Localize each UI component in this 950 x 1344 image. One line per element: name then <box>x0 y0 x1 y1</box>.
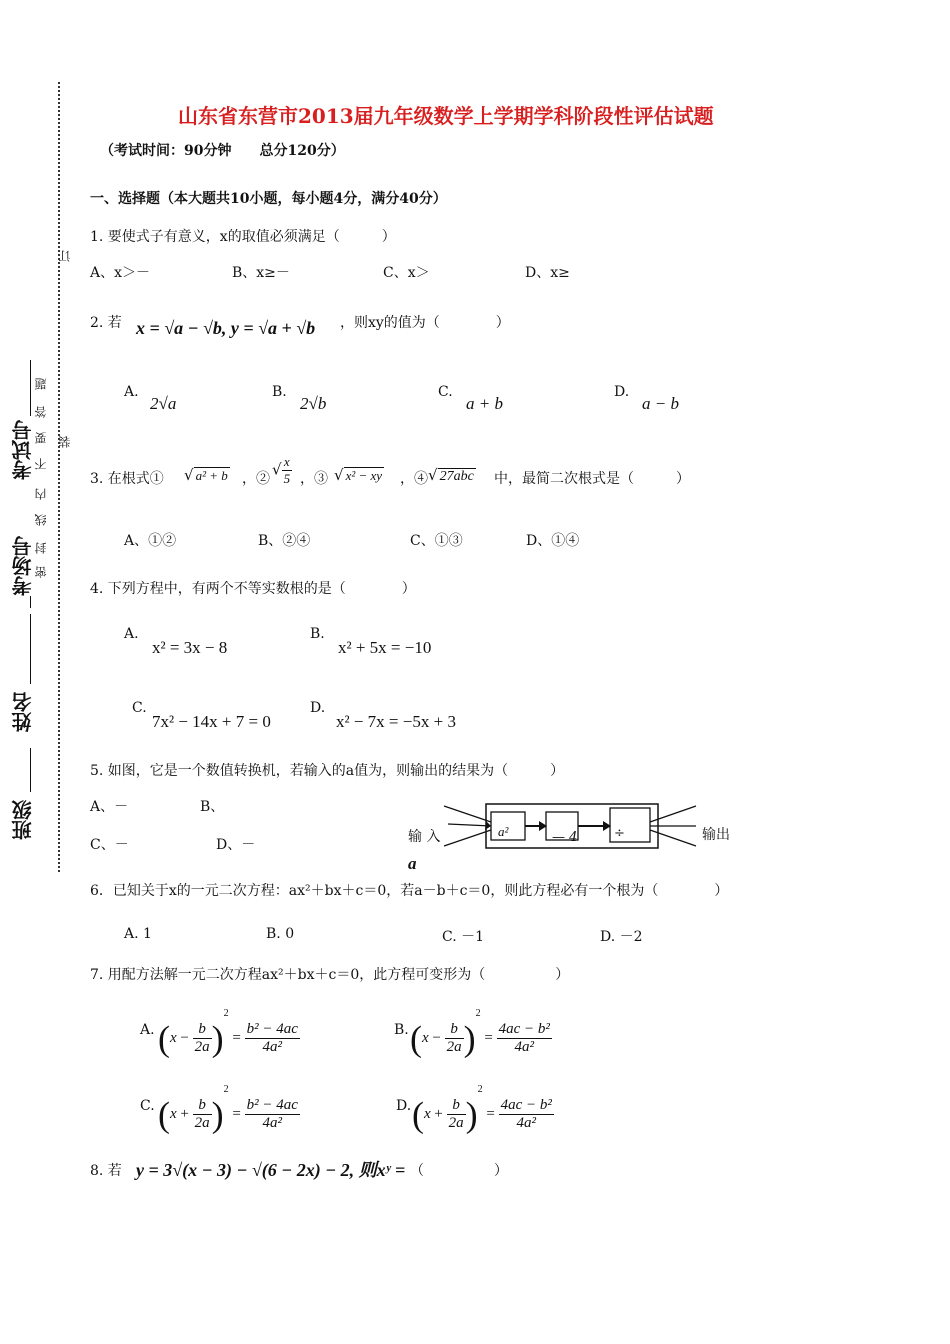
q7-stem: 7. 用配方法解一元二次方程ax²＋bx＋c＝0，此方程可变形为（ ） <box>90 967 570 983</box>
q3-tail: 中，最简二次根式是（ ） <box>494 471 690 487</box>
q4-option-d: x² − 7x = −5x + 3 <box>336 712 456 731</box>
q2-expression: x = √a − √b, y = √a + √b <box>136 318 316 338</box>
exam-info: （考试时间：90分钟 总分120分） <box>100 143 345 159</box>
q3-option-c: C、①③ <box>410 533 463 549</box>
q1-stem: 1. 要使式子有意义，x的取值必须满足（ ） <box>90 229 396 245</box>
label-kaochanghao: 考场号 <box>11 536 35 596</box>
q7-option-d-label: D. <box>396 1098 412 1114</box>
q2-option-a: 2√a <box>150 394 177 413</box>
q3-sep-3: ，③ <box>300 471 328 487</box>
q5-option-b: B、 <box>200 799 225 815</box>
q2-option-b: 2√b <box>300 394 327 413</box>
q5-option-c: C、－ <box>90 837 129 853</box>
q7-option-a-label: A. <box>140 1022 155 1038</box>
q3-option-d: D、①④ <box>526 533 580 549</box>
q4-option-b: x² + 5x = −10 <box>338 638 432 657</box>
q3-option-b: B、②④ <box>258 533 311 549</box>
q8-number: 8. 若 <box>90 1163 122 1179</box>
q7-option-b-expr: (x − $\frac{b}{2a}$ )$^2$ = $\frac{\text{4ac − b²}}{\text{4a²}}$ <box>410 1008 550 1059</box>
q2-number: 2. 若 <box>90 315 122 331</box>
q6-option-b: B. 0 <box>266 926 295 942</box>
machine-input-label: 输 入 <box>408 829 441 845</box>
q7-option-c-label: C. <box>140 1098 155 1114</box>
q6-option-a: A. 1 <box>124 926 152 942</box>
q4-stem: 4. 下列方程中，有两个不等实数根的是（ ） <box>90 581 416 597</box>
q5-option-a: A、－ <box>90 799 129 815</box>
q7-option-a-expr: (x − $\frac{b}{2a}$ )$^2$ = $\frac{\text{b² − 4ac}}{\text{4a²}}$ <box>158 1008 298 1059</box>
label-banji: 班级 <box>11 800 35 840</box>
kaochanghao-underline <box>30 596 31 608</box>
margin-mi: 密 <box>34 566 48 578</box>
q3-sep-4: ，④ <box>400 471 428 487</box>
label-xingming: 姓名 <box>11 692 35 732</box>
q8-expression: y = 3√(x − 3) − √(6 − 2x) − 2, 则xʸ = <box>136 1160 406 1180</box>
q6-stem: 6．已知关于x的一元二次方程：ax²＋bx＋c＝0，若a－b＋c＝0，则此方程必有一个根为（ ） <box>90 883 729 899</box>
margin-yao: 要 <box>34 432 48 444</box>
q7-option-c-expr: (x + $\frac{b}{2a}$ )$^2$ = $\frac{\text{b² − 4ac}}{\text{4a²}}$ <box>158 1084 298 1135</box>
q1-option-a: A、x＞－ <box>90 265 151 281</box>
machine-box-square: a² <box>498 824 509 839</box>
q3-radical-1: √ a² + b <box>184 466 228 484</box>
machine-input-var: a <box>408 854 417 873</box>
margin-ding: 订 <box>58 250 72 262</box>
q2-option-b-label: B. <box>272 384 287 400</box>
q2-option-c: a + b <box>466 394 503 413</box>
q4-option-a: x² = 3x − 8 <box>152 638 228 657</box>
q4-option-a-label: A. <box>124 626 139 642</box>
margin-bu: 不 <box>34 458 48 470</box>
q3-sep-2: ，② <box>242 471 270 487</box>
margin-nei: 内 <box>34 488 48 500</box>
margin-zhuang: 装 <box>58 436 72 448</box>
q3-radical-4: √ 27abc <box>428 466 474 484</box>
q3-radical-2: √ $\frac{x}{5}$ <box>272 454 291 486</box>
q8-tail: （ ） <box>410 1163 508 1179</box>
q4-option-d-label: D. <box>310 700 326 716</box>
machine-box-divide: ÷ <box>614 826 625 841</box>
label-kaoshihao: 考试号 <box>11 420 35 480</box>
page-title: 山东省东营市2013届九年级数学上学期学科阶段性评估试题 <box>178 104 714 128</box>
q5-option-d: D、－ <box>216 837 256 853</box>
q3-option-a: A、①② <box>124 533 177 549</box>
machine-box-subtract: — 4 <box>552 830 578 845</box>
q2-option-c-label: C. <box>438 384 453 400</box>
margin-xian: 线 <box>34 514 48 526</box>
q1-option-d: D、x≥ <box>525 265 570 281</box>
q5-stem: 5. 如图，它是一个数值转换机，若输入的a值为，则输出的结果为（ ） <box>90 763 565 779</box>
q3-radical-3: √ x² − xy <box>334 466 383 484</box>
kaoshihao-underline <box>30 360 31 416</box>
q4-option-c: 7x² − 14x + 7 = 0 <box>152 712 271 731</box>
q2-option-d-label: D. <box>614 384 630 400</box>
machine-output-label: 输出 <box>702 827 730 843</box>
q2-option-d: a − b <box>642 394 679 413</box>
q2-tail: ，则xy的值为（ ） <box>340 315 510 331</box>
margin-feng: 封 <box>34 542 48 554</box>
margin-ti: 题 <box>34 378 48 390</box>
q7-option-b-label: B. <box>394 1022 409 1038</box>
q7-option-d-expr: (x + $\frac{b}{2a}$ )$^2$ = $\frac{\text{4ac − b²}}{\text{4a²}}$ <box>412 1084 552 1135</box>
q4-option-b-label: B. <box>310 626 325 642</box>
q3-number: 3. 在根式① <box>90 471 164 487</box>
q1-option-c: C、x＞ <box>383 265 430 281</box>
q6-option-c: C. －1 <box>442 929 485 945</box>
xingming-underline <box>30 614 31 684</box>
q2-option-a-label: A. <box>124 384 139 400</box>
banji-underline <box>30 748 31 792</box>
q4-option-c-label: C. <box>132 700 147 716</box>
margin-da: 答 <box>34 406 48 418</box>
binding-dotted-line <box>58 82 60 872</box>
q6-option-d: D. －2 <box>600 929 643 945</box>
section-heading: 一、选择题（本大题共10小题，每小题4分，满分40分） <box>90 191 447 207</box>
q1-option-b: B、x≥－ <box>232 265 290 281</box>
